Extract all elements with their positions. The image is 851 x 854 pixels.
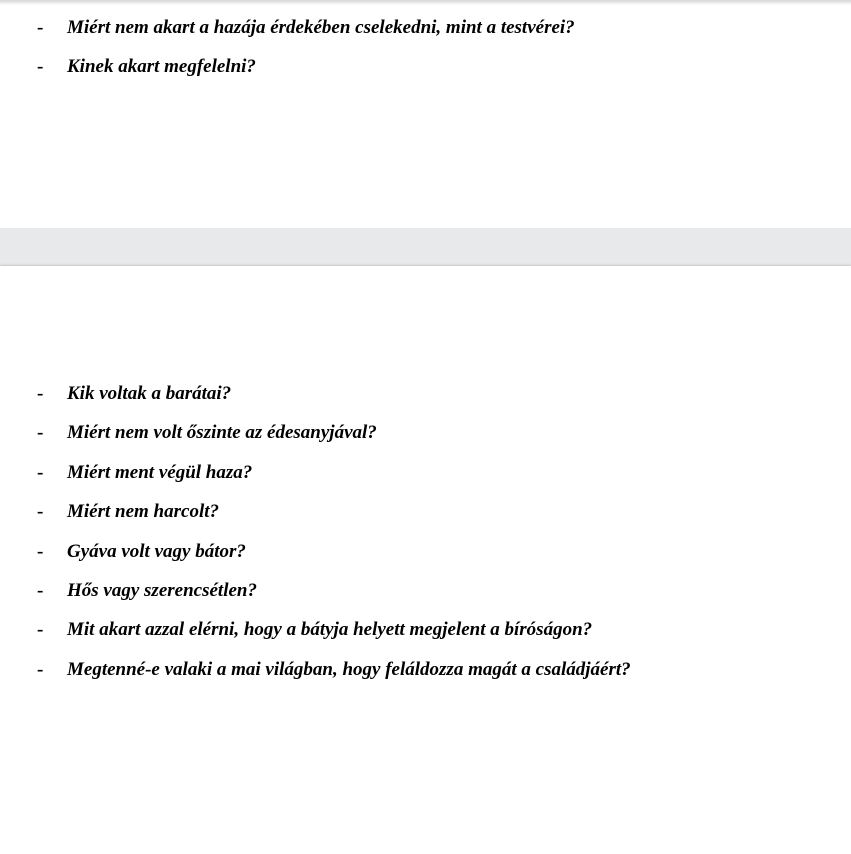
- bullet-dash: -: [37, 540, 44, 562]
- list-item: [0, 17, 851, 56]
- question-text: Miért nem akart a hazája érdekében cselekedni, mint a testvérei?: [67, 17, 575, 38]
- question-text: Gyáva volt vagy bátor?: [67, 540, 246, 562]
- question-text: Miért nem volt őszinte az édesanyjával?: [67, 422, 377, 444]
- list-item: [0, 541, 851, 580]
- list-item: [0, 383, 851, 422]
- bullet-dash: -: [37, 17, 44, 38]
- bullet-dash: -: [37, 619, 44, 641]
- document-page-bottom: [0, 266, 851, 854]
- document-page-top: [0, 0, 851, 228]
- page-edge-shadow: [0, 0, 851, 5]
- bullet-dash: -: [37, 579, 44, 601]
- bullet-dash: -: [37, 422, 44, 444]
- bullet-dash: -: [37, 56, 44, 78]
- question-list-top: [0, 17, 851, 96]
- page-separator: [0, 228, 851, 266]
- list-item: [0, 422, 851, 461]
- question-text: Miért nem harcolt?: [67, 501, 220, 523]
- list-item: [0, 56, 851, 95]
- question-text: Mit akart azzal elérni, hogy a bátyja helyett megjelent a bíróságon?: [67, 619, 593, 641]
- list-item: [0, 619, 851, 658]
- question-text: Megtenné-e valaki a mai világban, hogy feláldozza magát a családjáért?: [67, 658, 631, 680]
- question-text: Miért ment végül haza?: [67, 461, 253, 483]
- list-item: [0, 659, 851, 698]
- list-item: [0, 580, 851, 619]
- question-text: Hős vagy szerencsétlen?: [67, 579, 257, 601]
- bullet-dash: -: [37, 461, 44, 483]
- list-item: [0, 501, 851, 540]
- question-text: Kinek akart megfelelni?: [67, 56, 256, 78]
- question-list-bottom: [0, 383, 851, 698]
- bullet-dash: -: [37, 501, 44, 523]
- question-text: Kik voltak a barátai?: [67, 383, 232, 404]
- bullet-dash: -: [37, 658, 44, 680]
- bullet-dash: -: [37, 383, 44, 404]
- list-item: [0, 462, 851, 501]
